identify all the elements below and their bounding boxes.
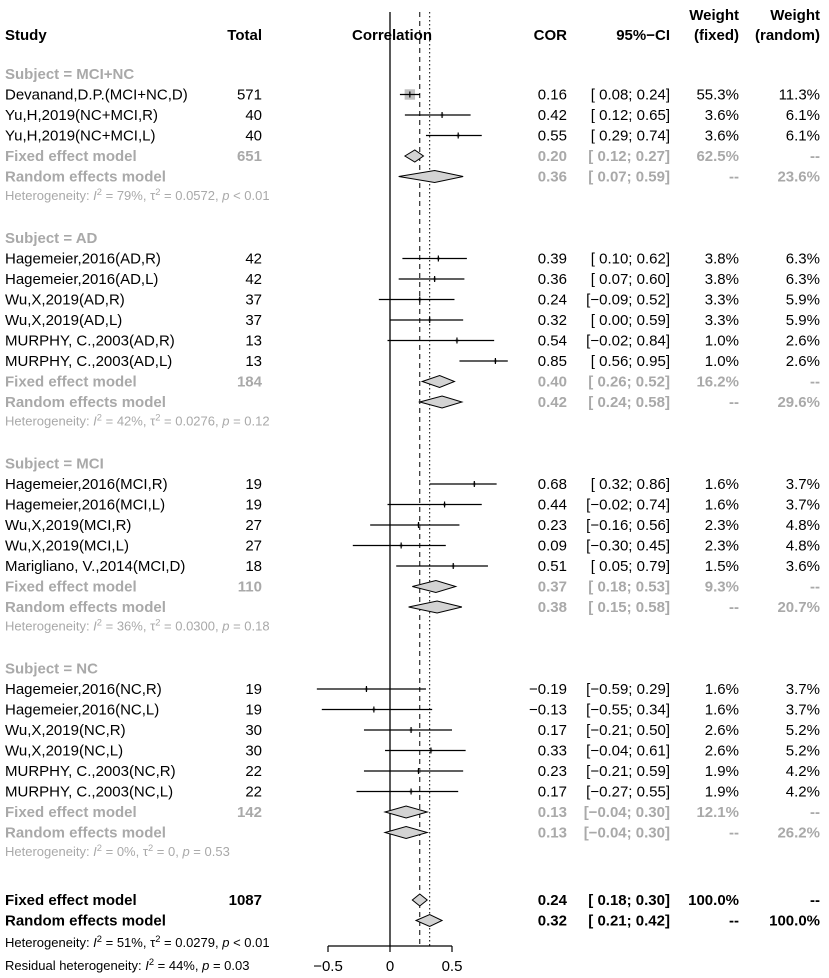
group-1-study-2-weight-fixed: 3.6% xyxy=(704,107,739,124)
group-4-study-5-cor: 0.23 xyxy=(537,763,567,780)
group-4-fixed-weight-fixed: 12.1% xyxy=(696,804,739,821)
group-2-study-1-total: 42 xyxy=(245,250,262,268)
group-4-study-6-ci: [−0.27; 0.55] xyxy=(586,783,670,801)
group-4-study-1-ci: [−0.59; 0.29] xyxy=(586,681,670,698)
group-2-study-3-name: Wu,X,2019(AD,R) xyxy=(5,291,125,309)
group-1-random-cor: 0.36 xyxy=(537,168,567,186)
group-4-study-6-total: 22 xyxy=(245,783,262,801)
overall-fixed-diamond xyxy=(412,894,427,906)
group-2-random-label: Random effects model xyxy=(5,394,166,411)
group-3-study-3-total: 27 xyxy=(245,517,262,534)
group-2-study-2-cor: 0.36 xyxy=(537,271,567,288)
overall-random-label: Random effects model xyxy=(5,912,166,930)
group-4-study-1-name: Hagemeier,2016(NC,R) xyxy=(5,681,162,698)
group-1-study-3-weight-random: 6.1% xyxy=(785,127,820,145)
group-2-study-6-weight-random: 2.6% xyxy=(785,353,820,370)
group-4-study-2-weight-fixed: 1.6% xyxy=(704,701,739,719)
group-4-study-2-cor: −0.13 xyxy=(529,701,567,719)
group-2-study-5-cor: 0.54 xyxy=(537,332,567,350)
group-2-study-4-weight-random: 5.9% xyxy=(785,312,820,329)
overall-heterogeneity: Heterogeneity: $I^2 = 51\%$, $\tau^2 = 0.0279$, p < 0.01 xyxy=(5,934,270,950)
group-4-study-1-weight-random: 3.7% xyxy=(785,681,820,698)
overall-fixed-weight-fixed: 100.0% xyxy=(688,892,739,909)
group-2-study-3-weight-fixed: 3.3% xyxy=(704,291,739,309)
group-1-study-1-weight-fixed: 55.3% xyxy=(696,86,739,104)
group-4-study-5-weight-random: 4.2% xyxy=(785,763,820,780)
group-4-study-3-weight-fixed: 2.6% xyxy=(704,722,739,739)
group-2-fixed-weight-random: -- xyxy=(810,373,820,391)
group-1-random-diamond xyxy=(399,171,463,183)
group-3-study-5-ci: [ 0.05; 0.79] xyxy=(590,558,670,575)
group-4-study-6-weight-fixed: 1.9% xyxy=(704,783,739,801)
group-4-label: Subject = NC xyxy=(5,660,98,678)
group-4-study-1-total: 19 xyxy=(245,681,262,698)
group-3-study-1-cor: 0.68 xyxy=(537,476,567,493)
overall-fixed-label: Fixed effect model xyxy=(5,892,137,909)
group-2-study-5-ci: [−0.02; 0.84] xyxy=(586,332,670,350)
group-4-study-1-cor: −0.19 xyxy=(529,681,567,698)
group-3-random-diamond xyxy=(409,601,462,613)
header-correlation: Correlation xyxy=(351,27,433,44)
group-1-study-1-cor: 0.16 xyxy=(537,86,567,104)
group-4-study-5-ci: [−0.21; 0.59] xyxy=(586,763,670,780)
header-total: Total xyxy=(227,27,262,44)
group-2-random-diamond xyxy=(420,396,462,408)
group-4-study-1-weight-fixed: 1.6% xyxy=(704,681,739,698)
group-1-heterogeneity: Heterogeneity: $I^2 = 79\%$, $\tau^2 = 0.0572$, p < 0.01 xyxy=(5,187,270,203)
group-1-study-2-total: 40 xyxy=(245,107,262,124)
group-4-study-4-weight-random: 5.2% xyxy=(785,742,820,760)
group-3-fixed-weight-random: -- xyxy=(810,578,820,596)
group-2-random-ci: [ 0.24; 0.58] xyxy=(588,394,670,411)
group-2-study-2-weight-random: 6.3% xyxy=(785,271,820,288)
group-2-heterogeneity: Heterogeneity: $I^2 = 42\%$, $\tau^2 = 0.0276$, p = 0.12 xyxy=(5,412,270,429)
group-1-random-weight-random: 23.6% xyxy=(777,168,820,186)
group-3-study-5-cor: 0.51 xyxy=(537,558,567,575)
group-3-random-label: Random effects model xyxy=(5,599,166,616)
group-1-study-2-name: Yu,H,2019(NC+MCI,R) xyxy=(5,107,158,124)
group-2-study-5-name: MURPHY, C.,2003(AD,R) xyxy=(5,332,175,350)
header-weight-random-line1: Weight xyxy=(770,7,820,24)
group-1-random-ci: [ 0.07; 0.59] xyxy=(588,168,670,186)
group-1-label: Subject = MCI+NC xyxy=(5,66,135,83)
group-4-study-6-cor: 0.17 xyxy=(537,783,567,801)
group-3-study-3-weight-fixed: 2.3% xyxy=(704,517,739,534)
group-4-fixed-diamond xyxy=(385,806,427,818)
group-3-study-1-ci: [ 0.32; 0.86] xyxy=(590,476,670,493)
group-2-study-6-ci: [ 0.56; 0.95] xyxy=(590,353,670,370)
overall-random-weight-fixed: -- xyxy=(729,912,739,930)
group-3-study-1-total: 19 xyxy=(245,476,262,493)
group-4-fixed-label: Fixed effect model xyxy=(5,804,137,821)
group-4-study-3-name: Wu,X,2019(NC,R) xyxy=(5,722,126,739)
group-4-study-6-weight-random: 4.2% xyxy=(785,783,820,801)
group-4-study-4-cor: 0.33 xyxy=(537,742,567,760)
group-1-fixed-weight-fixed: 62.5% xyxy=(696,148,739,165)
group-2-fixed-label: Fixed effect model xyxy=(5,373,137,391)
group-4-study-3-cor: 0.17 xyxy=(537,722,567,739)
group-2-random-weight-fixed: -- xyxy=(729,394,739,411)
group-2-fixed-ci: [ 0.26; 0.52] xyxy=(588,373,670,391)
group-4-random-weight-random: 26.2% xyxy=(777,824,820,842)
x-axis-tick-label-2: 0 xyxy=(385,958,395,975)
group-1-fixed-ci: [ 0.12; 0.27] xyxy=(588,148,670,165)
group-2-study-2-name: Hagemeier,2016(AD,L) xyxy=(5,271,159,288)
group-1-study-3-total: 40 xyxy=(245,127,262,145)
group-4-random-diamond xyxy=(385,827,427,839)
group-1-fixed-label: Fixed effect model xyxy=(5,148,137,165)
overall-random-weight-random: 100.0% xyxy=(769,912,820,930)
header-weight-random-line2: (random) xyxy=(755,27,820,44)
group-4-study-4-ci: [−0.04; 0.61] xyxy=(586,742,670,760)
group-1-study-1-total: 571 xyxy=(236,86,262,104)
group-4-heterogeneity: Heterogeneity: $I^2 = 0\%$, $\tau^2 = 0$, p = 0.53 xyxy=(5,843,230,859)
group-3-fixed-ci: [ 0.18; 0.53] xyxy=(588,578,670,596)
group-4-fixed-cor: 0.13 xyxy=(537,804,567,821)
group-4-study-4-weight-fixed: 2.6% xyxy=(704,742,739,760)
group-2-study-6-name: MURPHY, C.,2003(AD,L) xyxy=(5,353,173,370)
group-1-study-2-ci: [ 0.12; 0.65] xyxy=(590,107,670,124)
group-2-random-weight-random: 29.6% xyxy=(777,394,820,411)
group-3-study-5-total: 18 xyxy=(245,558,262,575)
group-1-fixed-diamond xyxy=(405,150,424,162)
group-3-study-1-name: Hagemeier,2016(MCI,R) xyxy=(5,476,168,493)
group-3-study-4-ci: [−0.30; 0.45] xyxy=(586,537,670,555)
group-2-fixed-weight-fixed: 16.2% xyxy=(696,373,739,391)
group-2-fixed-diamond xyxy=(422,376,454,388)
group-2-study-1-cor: 0.39 xyxy=(537,250,567,268)
group-3-study-4-name: Wu,X,2019(MCI,L) xyxy=(5,537,129,555)
overall-random-cor: 0.32 xyxy=(537,912,567,930)
group-2-label: Subject = AD xyxy=(5,230,98,247)
header-weight-fixed-line1: Weight xyxy=(689,7,739,24)
group-4-study-6-name: MURPHY, C.,2003(NC,L) xyxy=(5,783,174,801)
group-2-study-4-total: 37 xyxy=(245,312,262,329)
group-2-study-1-weight-fixed: 3.8% xyxy=(704,250,739,268)
group-2-study-4-weight-fixed: 3.3% xyxy=(704,312,739,329)
group-2-study-2-ci: [ 0.07; 0.60] xyxy=(590,271,670,288)
group-3-random-ci: [ 0.15; 0.58] xyxy=(588,599,670,616)
group-3-study-2-ci: [−0.02; 0.74] xyxy=(586,496,670,514)
group-2-study-4-cor: 0.32 xyxy=(537,312,567,329)
group-3-study-2-total: 19 xyxy=(245,496,262,514)
group-2-study-4-name: Wu,X,2019(AD,L) xyxy=(5,312,123,329)
group-1-random-weight-fixed: -- xyxy=(729,168,739,186)
group-3-study-4-weight-fixed: 2.3% xyxy=(704,537,739,555)
group-3-random-cor: 0.38 xyxy=(537,599,567,616)
group-2-study-3-weight-random: 5.9% xyxy=(785,291,820,309)
group-3-fixed-total: 110 xyxy=(237,578,262,596)
group-3-study-4-total: 27 xyxy=(245,537,262,555)
group-4-random-weight-fixed: -- xyxy=(729,824,739,842)
group-4-fixed-total: 142 xyxy=(236,804,262,821)
group-3-study-3-name: Wu,X,2019(MCI,R) xyxy=(5,517,132,534)
group-3-study-2-weight-fixed: 1.6% xyxy=(704,496,739,514)
overall-fixed-weight-random: -- xyxy=(810,892,820,909)
group-3-study-1-weight-fixed: 1.6% xyxy=(704,476,739,493)
group-1-study-1-weight-random: 11.3% xyxy=(778,86,820,104)
group-4-fixed-weight-random: -- xyxy=(810,804,820,821)
group-2-random-cor: 0.42 xyxy=(537,394,567,411)
header-ci: 95%−CI xyxy=(616,27,670,44)
group-2-study-5-total: 13 xyxy=(245,332,262,350)
group-1-fixed-weight-random: -- xyxy=(810,148,820,165)
group-2-fixed-cor: 0.40 xyxy=(537,373,567,391)
group-4-study-5-weight-fixed: 1.9% xyxy=(704,763,739,780)
group-3-study-1-weight-random: 3.7% xyxy=(785,476,820,493)
group-2-study-6-cor: 0.85 xyxy=(537,353,567,370)
group-3-fixed-label: Fixed effect model xyxy=(5,578,137,596)
group-1-study-3-weight-fixed: 3.6% xyxy=(704,127,739,145)
group-4-random-label: Random effects model xyxy=(5,824,166,842)
header-study: Study xyxy=(5,27,47,44)
group-3-study-2-weight-random: 3.7% xyxy=(785,496,820,514)
group-3-fixed-cor: 0.37 xyxy=(537,578,567,596)
group-1-study-2-cor: 0.42 xyxy=(537,107,567,124)
group-4-study-5-total: 22 xyxy=(245,763,262,780)
group-4-study-4-total: 30 xyxy=(245,742,262,760)
group-2-study-5-weight-random: 2.6% xyxy=(785,332,820,350)
group-4-fixed-ci: [−0.04; 0.30] xyxy=(583,804,670,821)
group-2-study-1-ci: [ 0.10; 0.62] xyxy=(590,250,670,268)
overall-fixed-total: 1087 xyxy=(228,892,262,909)
group-2-study-3-total: 37 xyxy=(245,291,262,309)
group-2-study-2-total: 42 xyxy=(245,271,262,288)
group-3-study-5-weight-random: 3.6% xyxy=(785,558,820,575)
group-2-study-3-ci: [−0.09; 0.52] xyxy=(586,291,670,309)
group-4-random-ci: [−0.04; 0.30] xyxy=(583,824,670,842)
group-4-study-2-weight-random: 3.7% xyxy=(785,701,820,719)
group-3-study-2-cor: 0.44 xyxy=(537,496,567,514)
group-4-study-3-ci: [−0.21; 0.50] xyxy=(586,722,670,739)
group-2-study-6-total: 13 xyxy=(245,353,262,370)
group-2-study-4-ci: [ 0.00; 0.59] xyxy=(590,312,670,329)
group-1-fixed-cor: 0.20 xyxy=(537,148,567,165)
group-2-study-6-weight-fixed: 1.0% xyxy=(704,353,739,370)
group-3-study-3-cor: 0.23 xyxy=(537,517,567,534)
group-2-fixed-total: 184 xyxy=(236,373,262,391)
group-3-random-weight-fixed: -- xyxy=(729,599,739,616)
group-4-study-2-total: 19 xyxy=(245,701,262,719)
group-3-study-5-weight-fixed: 1.5% xyxy=(704,558,739,575)
group-1-study-1-ci: [ 0.08; 0.24] xyxy=(590,86,670,104)
group-3-study-5-name: Marigliano, V.,2014(MCI,D) xyxy=(5,558,186,575)
group-3-random-weight-random: 20.7% xyxy=(777,599,820,616)
group-1-study-2-weight-random: 6.1% xyxy=(785,107,820,124)
group-4-study-2-name: Hagemeier,2016(NC,L) xyxy=(5,701,160,719)
x-axis-tick-label-3: 0.5 xyxy=(441,958,463,975)
group-1-study-3-ci: [ 0.29; 0.74] xyxy=(590,127,670,145)
group-2-study-1-name: Hagemeier,2016(AD,R) xyxy=(5,250,161,268)
group-3-fixed-diamond xyxy=(412,581,455,593)
group-4-random-cor: 0.13 xyxy=(537,824,567,842)
group-3-heterogeneity: Heterogeneity: $I^2 = 36\%$, $\tau^2 = 0.0300$, p = 0.18 xyxy=(5,617,270,634)
group-2-study-5-weight-fixed: 1.0% xyxy=(704,332,739,350)
group-1-study-1-name: Devanand,D.P.(MCI+NC,D) xyxy=(5,86,188,104)
x-axis-tick-label-1: −0.5 xyxy=(313,958,343,975)
group-3-label: Subject = MCI xyxy=(5,455,104,473)
group-4-study-3-weight-random: 5.2% xyxy=(785,722,820,739)
group-2-study-1-weight-random: 6.3% xyxy=(785,250,820,268)
group-1-study-3-name: Yu,H,2019(NC+MCI,L) xyxy=(5,127,156,145)
header-weight-fixed-line2: (fixed) xyxy=(694,27,739,44)
header-cor: COR xyxy=(533,27,567,44)
group-4-study-5-name: MURPHY, C.,2003(NC,R) xyxy=(5,763,176,780)
group-1-fixed-total: 651 xyxy=(236,148,262,165)
residual-heterogeneity: Residual heterogeneity: $I^2 = 44\%$, p = 0.03 xyxy=(5,957,250,973)
group-4-study-4-name: Wu,X,2019(NC,L) xyxy=(5,742,124,760)
group-1-study-3-cor: 0.55 xyxy=(537,127,567,145)
overall-fixed-cor: 0.24 xyxy=(537,892,567,909)
group-3-study-3-ci: [−0.16; 0.56] xyxy=(586,517,670,534)
group-2-study-2-weight-fixed: 3.8% xyxy=(704,271,739,288)
group-3-fixed-weight-fixed: 9.3% xyxy=(704,578,739,596)
group-4-study-3-total: 30 xyxy=(245,722,262,739)
group-3-study-3-weight-random: 4.8% xyxy=(785,517,820,534)
group-4-study-2-ci: [−0.55; 0.34] xyxy=(586,701,670,719)
group-3-study-4-cor: 0.09 xyxy=(537,537,567,555)
group-2-study-3-cor: 0.24 xyxy=(537,291,567,309)
group-1-random-label: Random effects model xyxy=(5,168,166,186)
overall-fixed-ci: [ 0.18; 0.30] xyxy=(588,892,670,909)
overall-random-ci: [ 0.21; 0.42] xyxy=(588,912,670,930)
group-3-study-4-weight-random: 4.8% xyxy=(785,537,820,555)
group-3-study-2-name: Hagemeier,2016(MCI,L) xyxy=(5,496,166,514)
